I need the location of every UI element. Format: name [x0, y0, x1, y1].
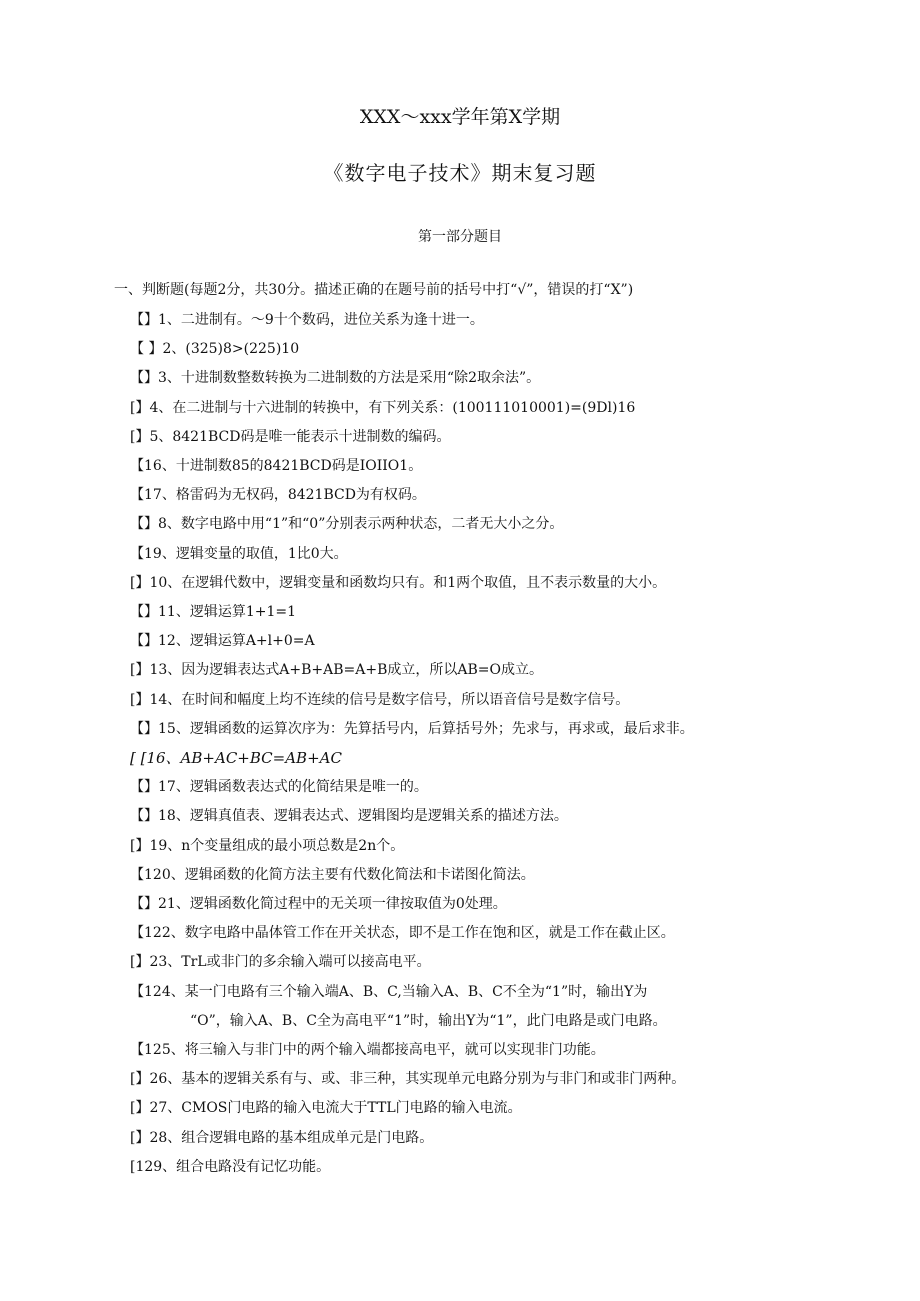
- question-item: [】4、在二进制与十六进制的转换中，有下列关系：(100111010001)=(9Dl)16: [130, 399, 636, 416]
- question-item: 【17、格雷码为无权码，8421BCD为有权码。: [130, 487, 426, 504]
- question-item: 【】15、逻辑函数的运算次序为：先算括号内，后算括号外；先求与，再求或，最后求非。: [130, 720, 694, 737]
- question-item: [】23、TrL或非门的多余输入端可以接高电平。: [130, 954, 431, 971]
- question-item: 【125、将三输入与非门中的两个输入端都接高电平，就可以实现非门功能。: [130, 1042, 605, 1059]
- question-item: [】5、8421BCD码是唯一能表示十进制数的编码。: [130, 428, 451, 445]
- question-item: 【】8、数字电路中用“1”和“0”分别表示两种状态，二者无大小之分。: [130, 516, 564, 533]
- question-item: [】10、在逻辑代数中，逻辑变量和函数均只有。和1两个取值，且不表示数量的大小。: [130, 574, 667, 591]
- question-item: 【】17、逻辑函数表达式的化简结果是唯一的。: [130, 779, 428, 796]
- question-item: 【19、逻辑变量的取值，1比0大。: [130, 545, 348, 562]
- question-item: 【124、某一门电路有三个输入端A、B、C,当输入A、B、C不全为“1”时，输出Y为: [130, 983, 648, 1000]
- question-item: 【】18、逻辑真值表、逻辑表达式、逻辑图均是逻辑关系的描述方法。: [130, 808, 568, 825]
- question-item: [】13、因为逻辑表达式A+B+AB=A+B成立，所以AB=O成立。: [130, 662, 543, 679]
- question-item-continuation: “O”，输入A、B、C全为高电平“1”时，输出Y为“1”，此门电路是或门电路。: [190, 1012, 667, 1029]
- question-item: [】26、基本的逻辑关系有与、或、非三种，其实现单元电路分别为与非门和或非门两种。: [130, 1071, 686, 1088]
- question-item: [ [16、AB+AC+BC=AB+AC: [130, 749, 342, 768]
- question-item: [】27、CMOS门电路的输入电流大于TTL门电路的输入电流。: [130, 1100, 522, 1117]
- question-item: [】28、组合逻辑电路的基本组成单元是门电路。: [130, 1129, 434, 1146]
- question-item: 【】3、十进制数整数转换为二进制数的方法是采用“除2取余法”。: [130, 370, 541, 387]
- question-item: 【】1、二进制有。〜9十个数码，进位关系为逢十进一。: [130, 312, 484, 328]
- term-heading: XXX〜xxx学年第X学期: [359, 106, 561, 128]
- question-item: 【】11、逻辑运算1+1=1: [130, 604, 296, 621]
- question-item: 【 】2、(325)8>(225)10: [130, 341, 300, 358]
- question-item: 【】12、逻辑运算A+l+0=A: [130, 633, 315, 650]
- question-item: 【】21、逻辑函数化简过程中的无关项一律按取值为0处理。: [130, 896, 507, 913]
- section-instruction: 一、判断题(每题2分，共30分。描述正确的在题号前的括号中打“√”，错误的打“X”): [114, 282, 634, 298]
- question-item: [】19、n个变量组成的最小项总数是2n个。: [130, 837, 405, 854]
- question-item: [129、组合电路没有记忆功能。: [130, 1158, 331, 1175]
- question-item: [】14、在时间和幅度上均不连续的信号是数字信号，所以语音信号是数字信号。: [130, 691, 630, 708]
- question-item: 【16、十进制数85的8421BCD码是IOIIO1。: [130, 458, 423, 475]
- part-heading: 第一部分题目: [418, 229, 502, 245]
- question-item: 【122、数字电路中晶体管工作在开关状态，即不是工作在饱和区，就是工作在截止区。: [130, 925, 675, 942]
- page-title: 《数字电子技术》期末复习题: [323, 161, 597, 185]
- question-list: [130, 306, 910, 1182]
- question-item: 【120、逻辑函数的化简方法主要有代数化简法和卡诺图化简法。: [130, 866, 535, 883]
